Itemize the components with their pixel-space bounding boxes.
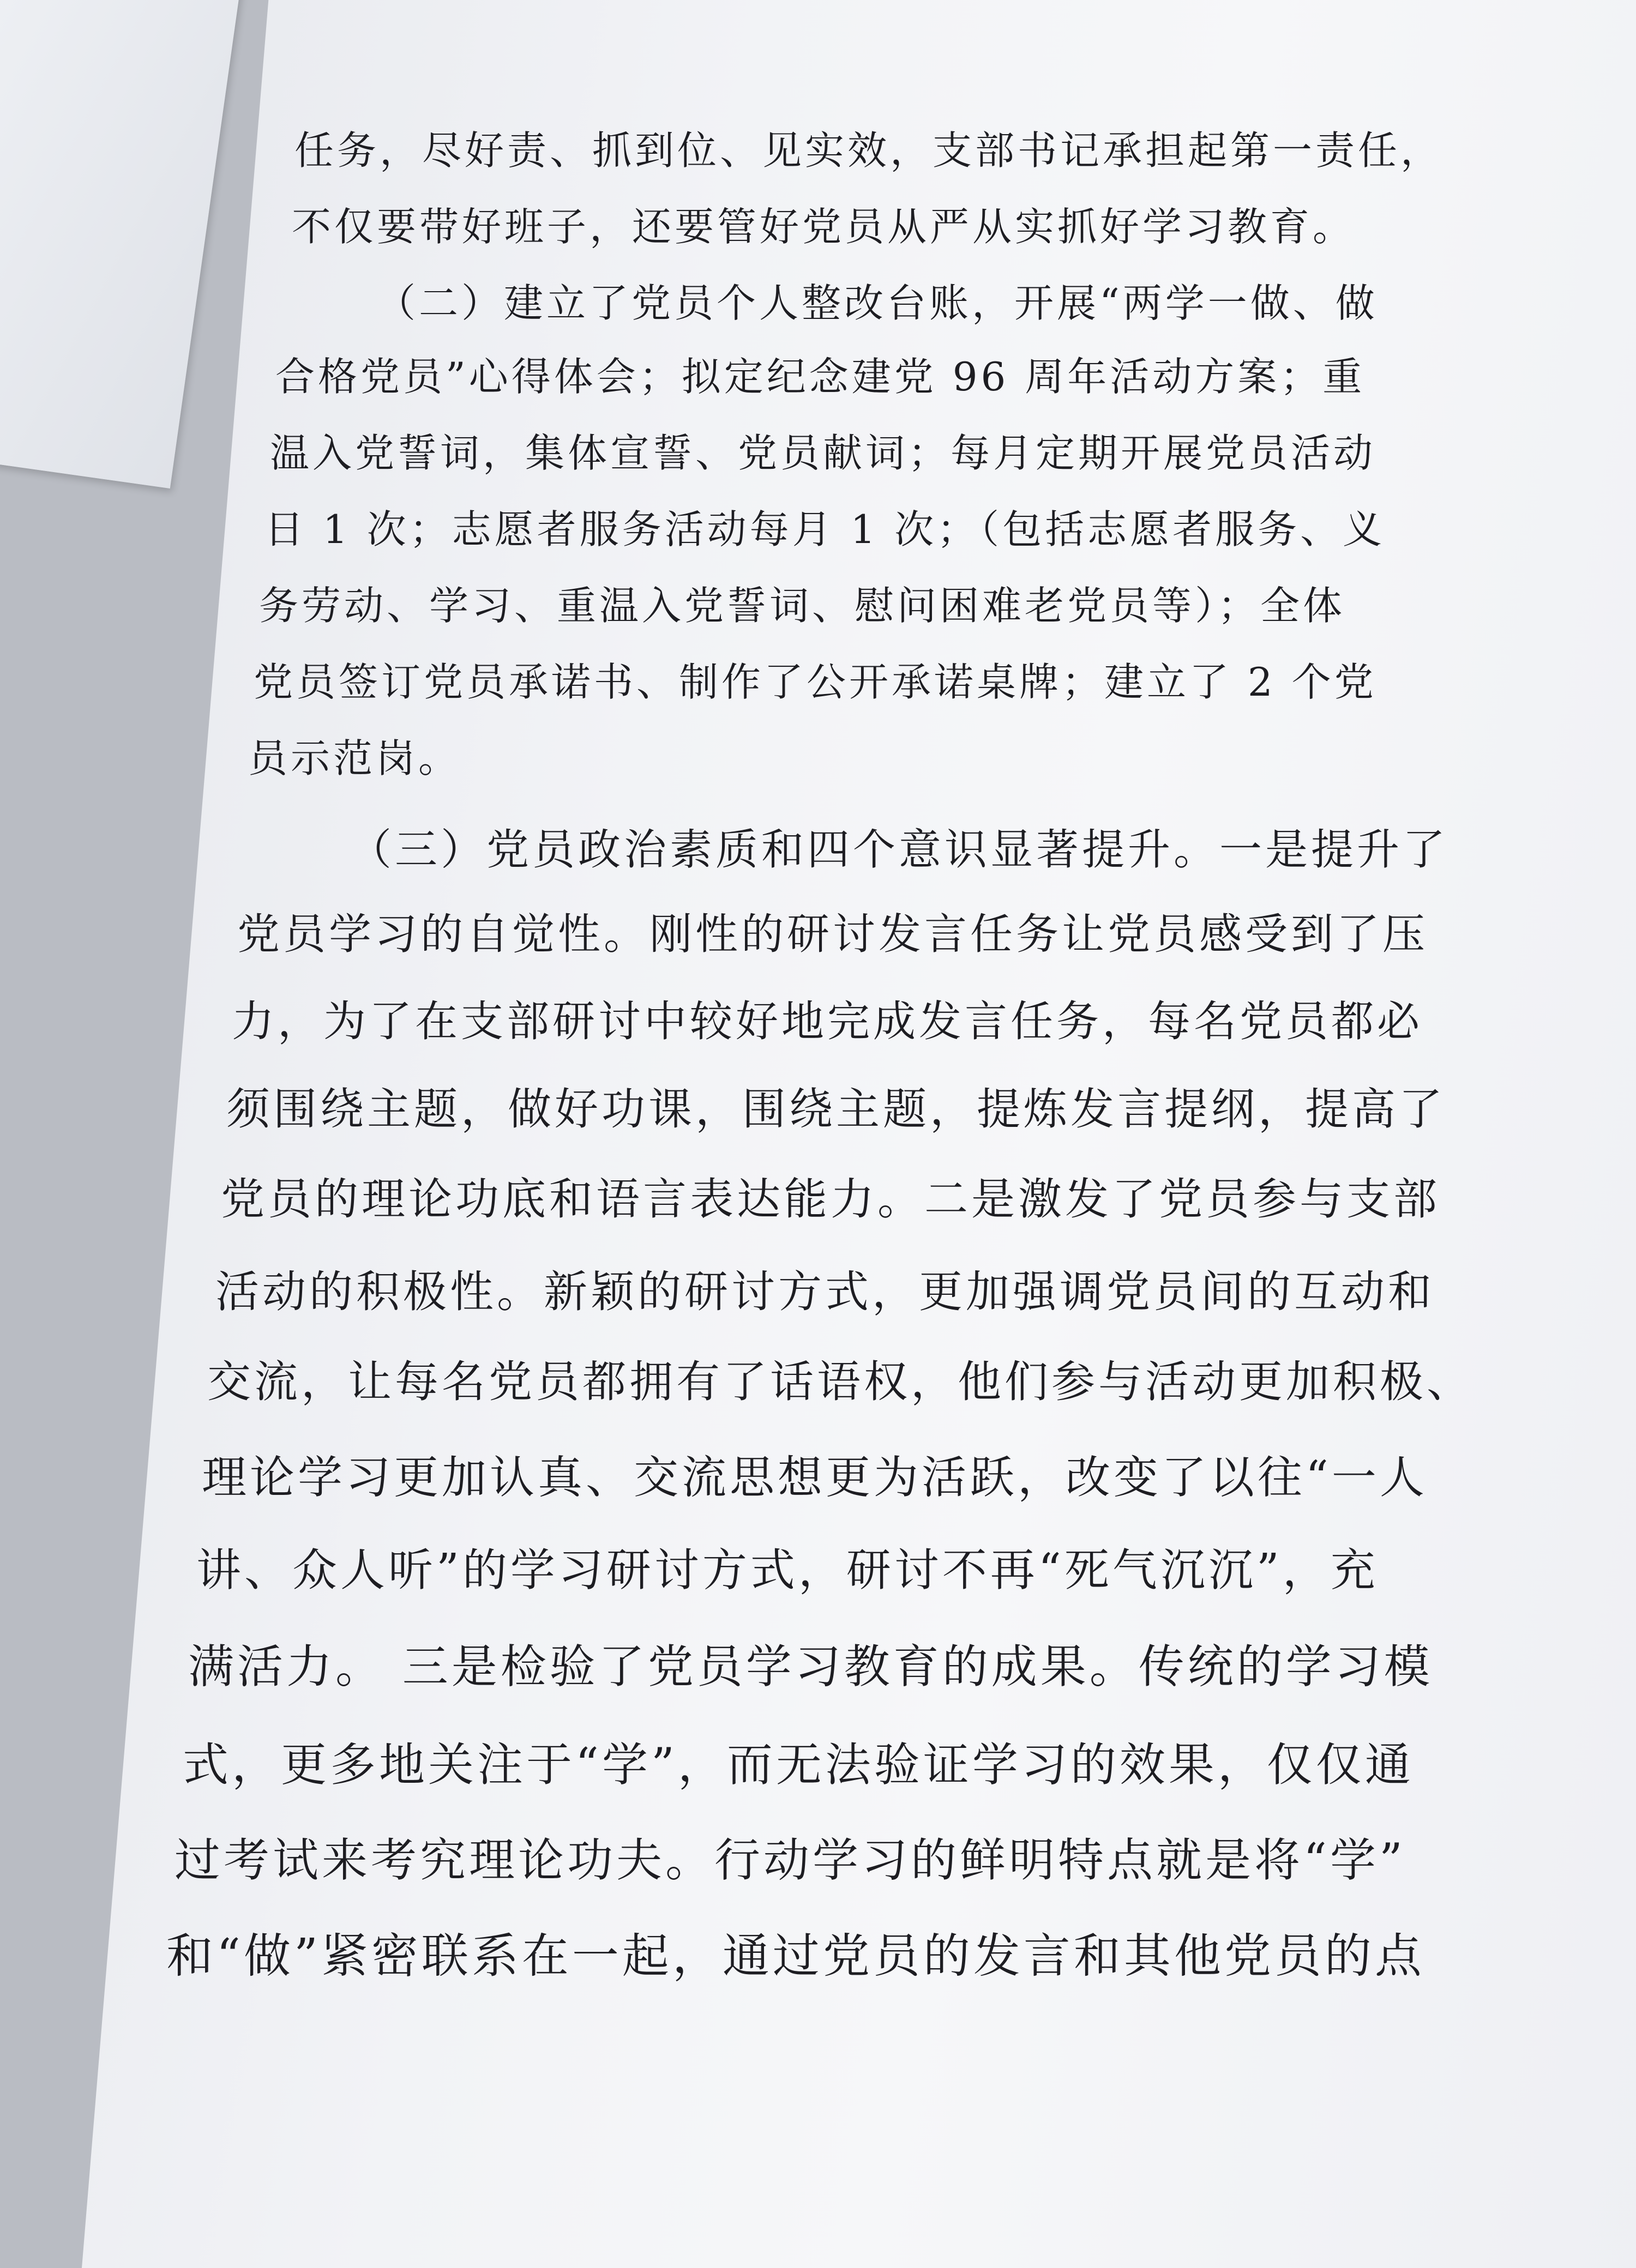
text-line: 讲、众人听”的学习研讨方式，研讨不再“死气沉沉”，充 [196,1545,1379,1596]
text-line: 党员学习的自觉性。刚性的研讨发言任务让党员感受到了压 [237,910,1429,959]
text-line: 不仅要带好班子，还要管好党员从严从实抓好学习教育。 [292,204,1356,250]
text-line: 务劳动、学习、重温入党誓词、慰问困难老党员等）；全体 [259,583,1346,629]
text-line: 温入党誓词，集体宣誓、党员献词；每月定期开展党员活动 [270,430,1376,476]
text-line: 合格党员”心得体会；拟定纪念建党 96 周年活动方案；重 [275,354,1366,400]
text-line: 理论学习更加认真、交流思想更为活跃，改变了以往“一人 [202,1452,1428,1504]
text-line: 日 1 次；志愿者服务活动每月 1 次；（包括志愿者服务、义 [264,506,1386,552]
underlying-sheet-left [0,0,242,488]
text-line: 任务，尽好责、抓到位、见实效，支部书记承担起第一责任， [294,128,1443,173]
text-line: 和“做”紧密联系在一起，通过党员的发言和其他党员的点 [166,1929,1425,1983]
text-line: 交流，让每名党员都拥有了话语权，他们参与活动更加积极、 [207,1356,1473,1407]
text-line: 活动的积极性。新颖的研讨方式，更加强调党员间的互动和 [215,1266,1435,1317]
text-line: 式，更多地关注于“学”，而无法验证学习的效果，仅仅通 [183,1738,1414,1792]
text-line: 须围绕主题，做好功课，围绕主题，提炼发言提纲，提高了 [226,1084,1446,1135]
text-line: 员示范岗。 [248,735,461,781]
text-line: 过考试来考究理论功夫。行动学习的鲜明特点就是将“学” [175,1833,1406,1887]
text-line: 力，为了在支部研讨中较好地完成发言任务，每名党员都必 [232,997,1423,1046]
text-line: 党员的理论功底和语言表达能力。二是激发了党员参与支部 [221,1174,1440,1225]
text-line: 党员签订党员承诺书、制作了公开承诺桌牌；建立了 2 个党 [254,659,1377,705]
text-line: （三）党员政治素质和四个意识显著提升。一是提升了 [349,825,1449,874]
text-line: （二）建立了党员个人整改台账，开展“两学一做、做 [376,280,1378,326]
text-line: 满活力。 三是检验了党员学习教育的成果。传统的学习模 [188,1640,1433,1693]
